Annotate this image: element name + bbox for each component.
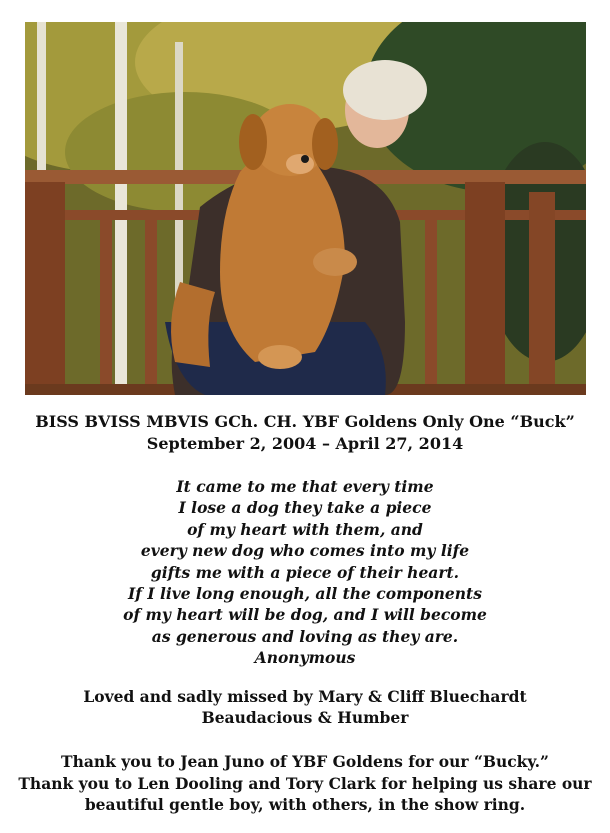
- dog-paw: [313, 248, 357, 276]
- dog-muzzle: [286, 154, 314, 174]
- dog-paw: [258, 345, 302, 369]
- poem-line: every new dog who comes into my life: [140, 541, 470, 561]
- tribute-block: [0, 686, 610, 728]
- poem-line: It came to me that every time: [176, 477, 434, 496]
- deck-post: [25, 182, 65, 395]
- poem-line: of my heart with them, and: [187, 519, 423, 539]
- poem-line: gifts me with a piece of their heart.: [150, 562, 460, 582]
- dog-ear: [239, 114, 267, 170]
- dog-title-block: [0, 411, 610, 455]
- dog-nose: [301, 155, 309, 163]
- memorial-poem: [0, 476, 610, 669]
- poem-line: I lose a dog they take a piece: [178, 498, 432, 518]
- thanks-closing: beautiful gentle boy, with others, in the show ring.: [84, 795, 526, 814]
- dog-tail-fur: [171, 282, 215, 367]
- birch-trunk: [115, 22, 127, 395]
- dog-ear: [312, 118, 338, 170]
- deck-post: [465, 182, 505, 395]
- thanks-breeder: Thank you to Jean Juno of YBF Goldens for our “Bucky.”: [61, 752, 549, 771]
- memorial-photo: [25, 22, 586, 395]
- dog-registered-name: BISS BVISS MBVIS GCh. CH. YBF Goldens Only One “Buck”: [35, 412, 575, 431]
- tribute-companions: Beaudacious & Humber: [201, 708, 409, 727]
- thanks-block: [0, 751, 610, 816]
- deck-baluster: [100, 220, 112, 395]
- poem-line: If I live long enough, all the components: [128, 584, 482, 604]
- thanks-handlers: Thank you to Len Dooling and Tory Clark for helping us share our: [18, 773, 592, 793]
- woman-hair: [343, 60, 427, 120]
- tribute-owners: Loved and sadly missed by Mary & Cliff Bluechardt: [83, 687, 527, 706]
- poem-line: of my heart will be dog, and I will become: [123, 605, 487, 625]
- poem-line: as generous and loving as they are.: [151, 626, 459, 646]
- poem-author: Anonymous: [254, 648, 356, 668]
- life-dates: September 2, 2004 – April 27, 2014: [146, 434, 464, 453]
- deck-baluster: [145, 220, 157, 395]
- deck-baluster: [425, 220, 437, 395]
- photo-illustration: [25, 22, 586, 395]
- deck-post: [529, 192, 555, 395]
